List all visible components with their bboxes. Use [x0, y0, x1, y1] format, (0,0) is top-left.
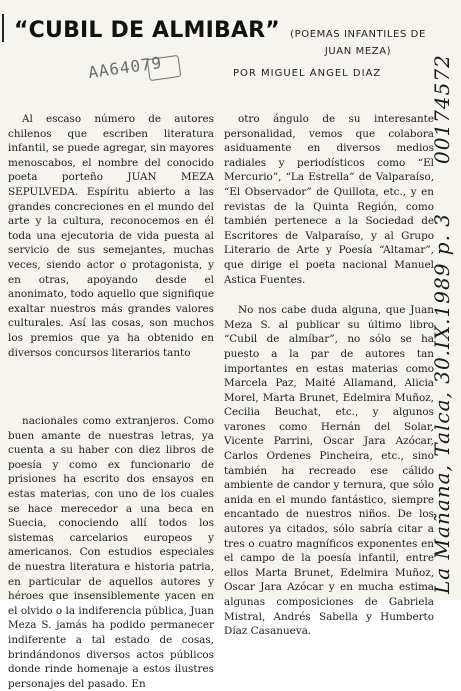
- archive-stamp: AA64079: [87, 52, 164, 83]
- article-paragraph: Al escaso número de autores chilenos que escriben literatura infantil, se puede agregar, sin mayores menoscabos, el nombre del conocido poeta porteño JUAN MEZA SEPULVEDA. Espíritu abierto a las grandes concreciones en el mundo del arte y la cultura, reconocemos en él toda una ejecutoria de vida puesta al servicio de sus semejantes, muchas veces, siendo actor o protagonista, y en otras, apoyando desde el anonimato, todo aquello que signifique exaltar nuestros más grandes valores culturales. Así las cosas, son muchos los premios que ya ha obtenido en diversos concursos literarios tanto: [8, 113, 214, 359]
- article-paragraph: nacionales como extranjeros. Como buen amante de nuestras letras, ya cuenta a su haber con diez libros de poesía y como ex funcionario de prisiones ha escrito dos ensayos en estas materias, con uno de los cuales se hace merecedor a una beca en Suecia, conociendo allí todos los sistemas carcelarios europeos y americanos. Con estudios especiales de nuestra literatura e historia patria, en particular de aquellos autores y héroes que insensiblemente yacen en el olvido o la indiferencia pública, Juan Meza S. jamás ha podido permanecer indiferente a tal estado de cosas, brindándonos diversos actos públicos donde rinde homenaje a estos ilustres personajes del pasado. En: [8, 415, 214, 690]
- headline-bracket: [2, 14, 10, 42]
- handwritten-margin-notes: [430, 34, 460, 594]
- archive-stamp-box: [147, 55, 182, 81]
- handwritten-archive-id: 00174572: [430, 54, 454, 164]
- article-right-column: [224, 112, 434, 639]
- article-left-column: [8, 112, 214, 691]
- article-paragraph: No nos cabe duda alguna, que Juan Meza S. al publicar su último libro “Cubil de almíbar”, no sólo se ha puesto a la par de autores tan importantes en estas materias como Marcela Paz, Maité Allamand, Alicia Morel, Marta Brunet, Edelmira Muñoz, Cecilia Beuchat, etc., y algunos varones como Hernán del Solar, Vicente Parrini, Oscar Jara Azócar, Carlos Ordenes Pincheira, etc., sino también ha recreado ese cálido ambiente de candor y ternura, que sólo anida en el mundo fantástico, siempre encantado de nuestros niños. De los autores ya citados, sólo sabría citar a tres o cuatro magníficos exponentes en el campo de la poesía infantil, entre ellos Marta Brunet, Edelmira Muñoz, Oscar Jara Azócar y en mucha estima algunas composiciones de Gabriela Mistral, Andrés Sabella y Humberto Díaz Casanueva.: [224, 304, 434, 638]
- article-subtitle: (POEMAS INFANTILES DE JUAN MEZA): [290, 29, 426, 57]
- article-headline: “CUBIL DE ALMIBAR”: [14, 18, 280, 43]
- handwritten-source-date: La Mañana, Talca, 30.IX.1989 p. 3: [430, 212, 454, 594]
- article-byline: POR MIGUEL ANGEL DIAZ: [233, 68, 382, 79]
- article-paragraph: otro ángulo de su interesante personalidad, vemos que colabora asiduamente en diversos medios radiales y periodísticos como “El Mercurio”, “La Estrella” de Valparaíso, “El Observador” de Quillota, etc., y en revistas de la Quinta Región, como también pertenece a la Sociedad de Escritores de Valparaíso, y al Grupo Literario de Arte y Poesía “Altamar”, que dirige el poeta nacional Manuel Astica Fuentes.: [224, 113, 434, 286]
